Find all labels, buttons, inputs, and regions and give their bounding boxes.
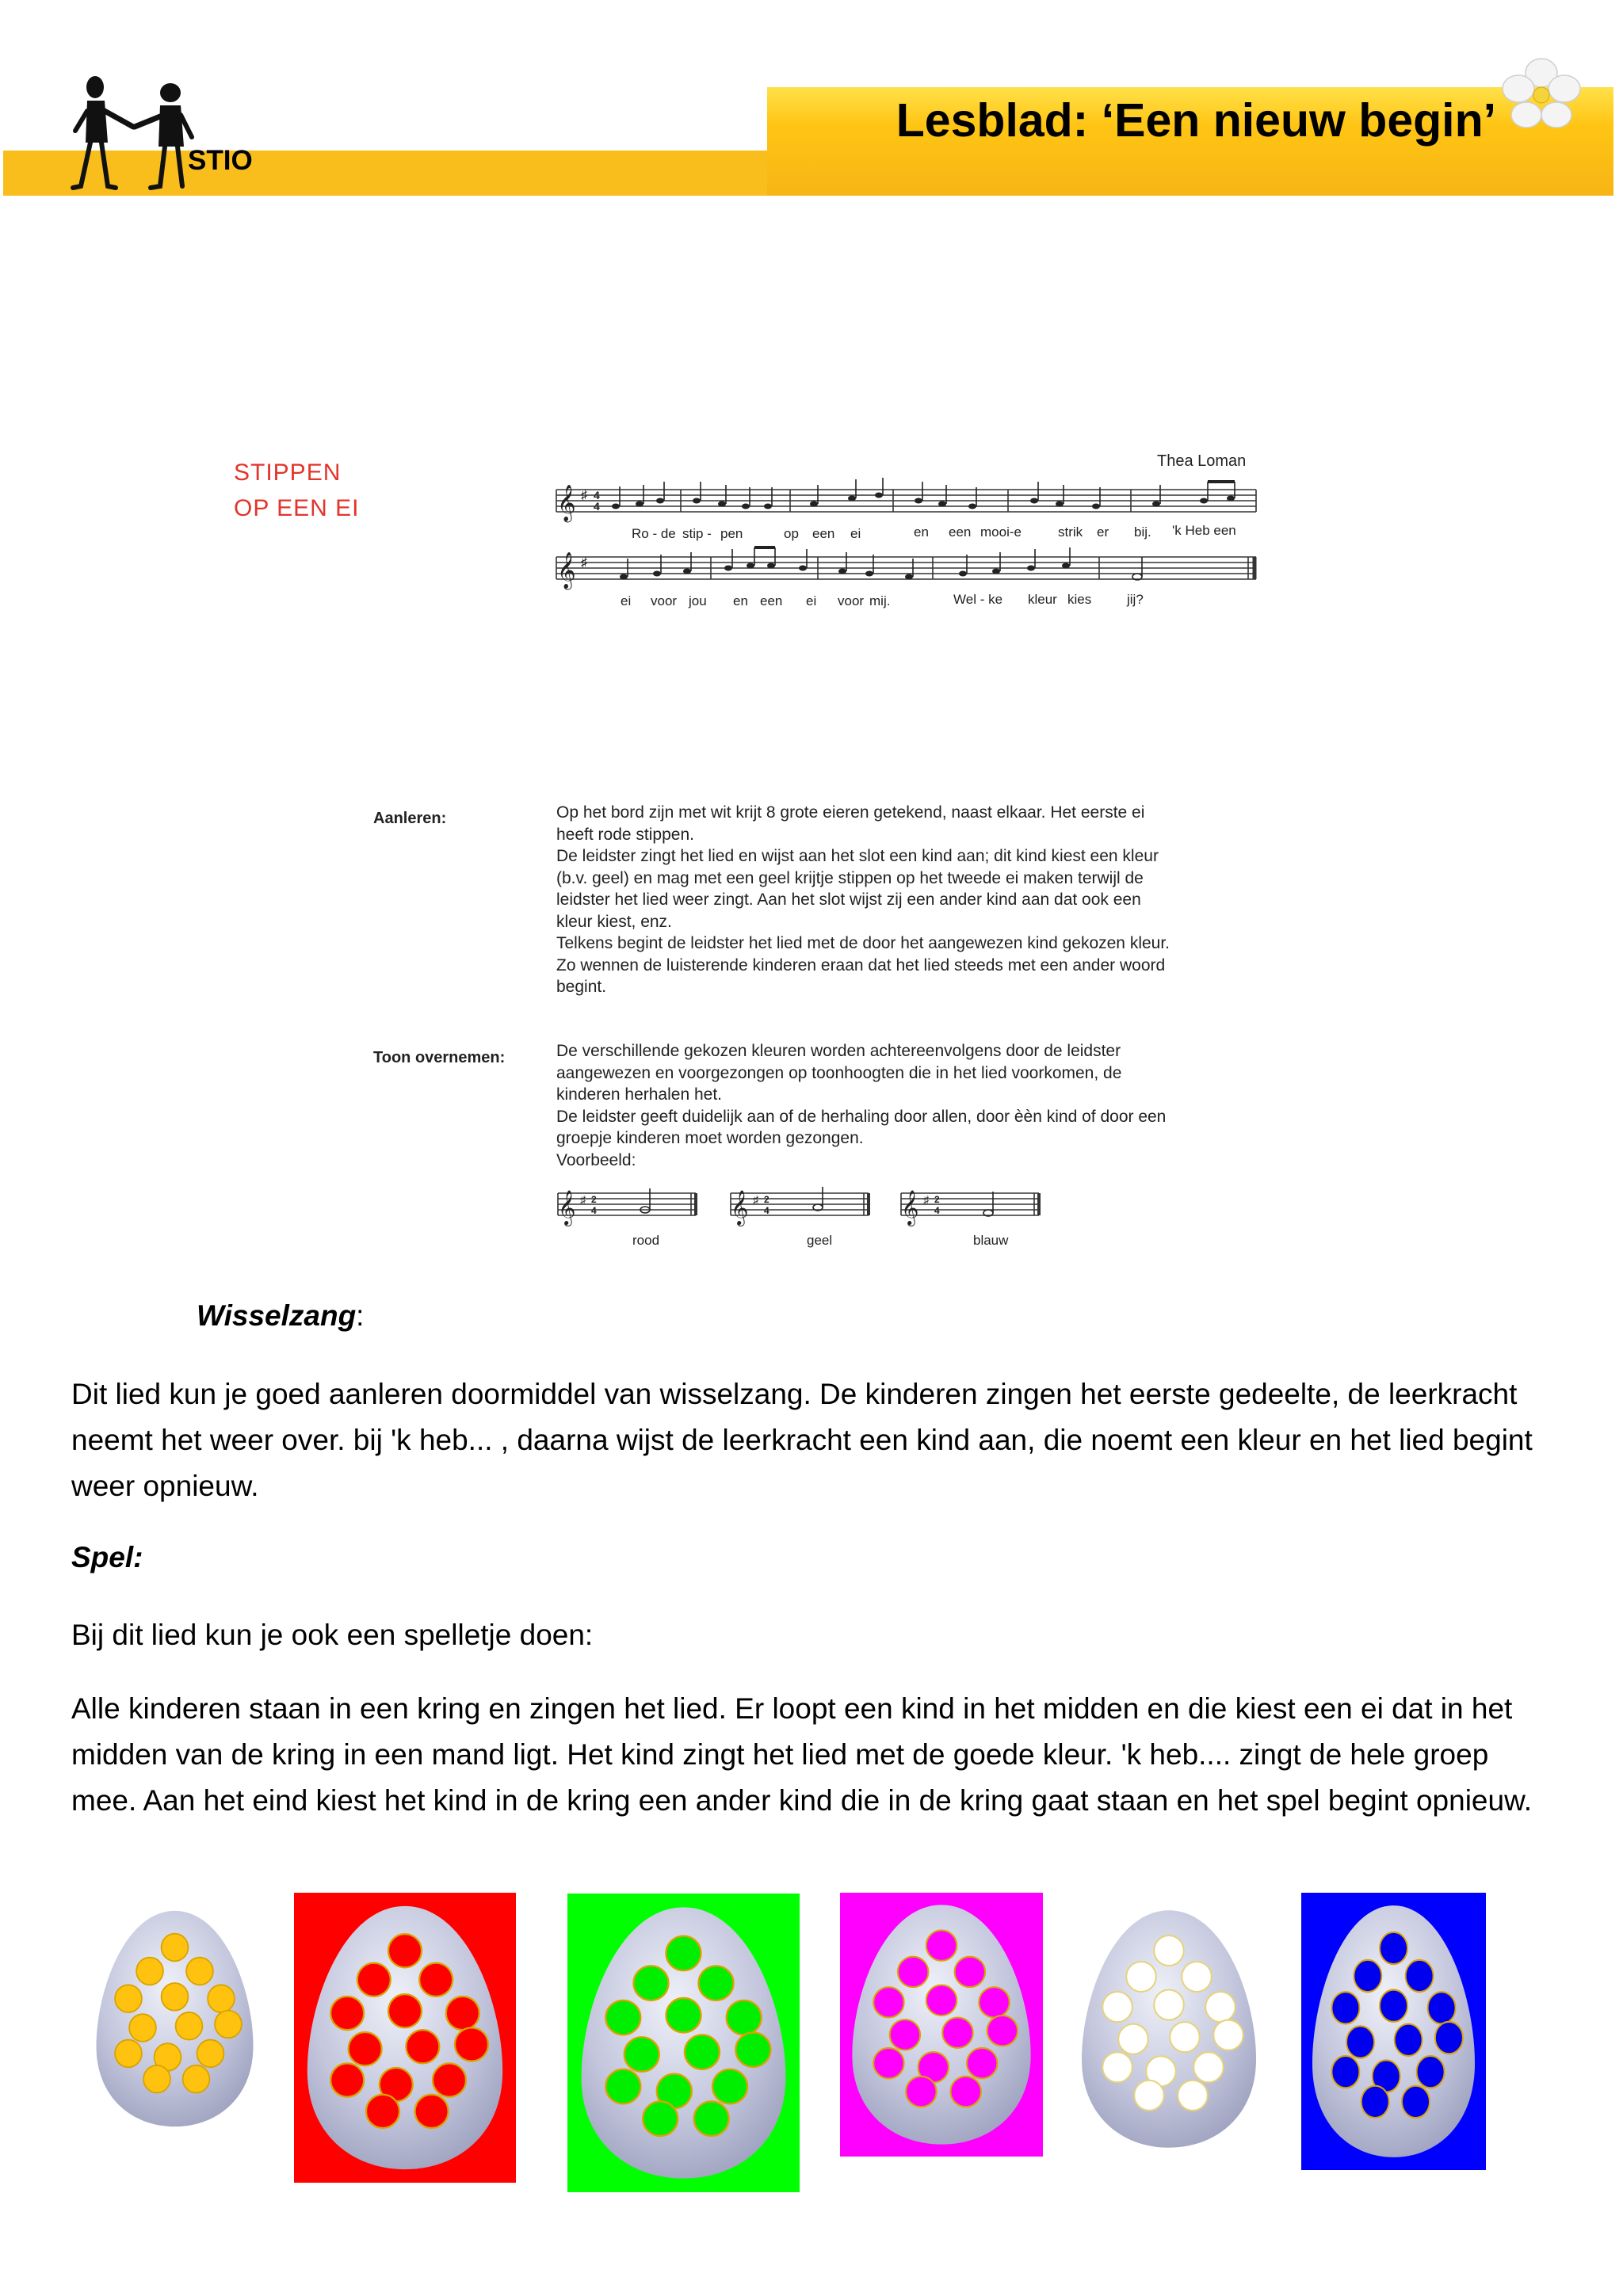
- lyric: mij.: [869, 593, 891, 608]
- aanleren-line: Telkens begint de leidster het lied met de door het aangewezen kind gekozen kleur.: [556, 934, 1170, 952]
- egg-dot: [162, 1983, 189, 2011]
- egg-drawing: [1301, 1893, 1486, 2170]
- lyric: jou: [689, 593, 707, 608]
- egg-dot: [446, 1997, 479, 2030]
- lyric: kies: [1067, 592, 1092, 607]
- egg-dot: [330, 2063, 364, 2096]
- egg-dot: [1134, 2081, 1164, 2111]
- lyric: jij?: [1127, 592, 1144, 607]
- egg-dot: [1361, 2086, 1389, 2118]
- egg-dot: [926, 1930, 957, 1960]
- egg-dot: [873, 2048, 903, 2078]
- egg-dot: [455, 2027, 488, 2061]
- toon-line: Voorbeeld:: [556, 1150, 636, 1169]
- egg-dot: [1154, 1936, 1184, 1966]
- lyric: en: [914, 524, 929, 540]
- egg-dot: [176, 2012, 203, 2040]
- egg-dot: [115, 1985, 142, 2012]
- egg-dot: [1346, 2026, 1374, 2058]
- egg-green: [567, 1894, 800, 2192]
- toon-line: aangewezen en voorgezongen op toonhoogten die in het lied voorkomen, de: [556, 1063, 1122, 1082]
- svg-text:♯: ♯: [580, 1193, 586, 1206]
- egg-dot: [666, 1998, 701, 2033]
- svg-text:♯: ♯: [581, 556, 587, 570]
- music-staff-2: [552, 543, 1259, 614]
- aanleren-line: heeft rode stippen.: [556, 825, 694, 844]
- egg-dot: [685, 2035, 720, 2069]
- svg-text:2: 2: [591, 1194, 597, 1205]
- egg-dot: [162, 1934, 189, 1962]
- egg-drawing: [840, 1893, 1043, 2157]
- song-title-line1: STIPPEN: [234, 460, 342, 486]
- egg-dot: [1331, 2056, 1359, 2088]
- aanleren-line: leidster het lied weer zingt. Aan het slot wijst zij een ander kind aan dat ook een: [556, 891, 1141, 909]
- egg-dot: [605, 2000, 640, 2035]
- aanleren-line: Op het bord zijn met wit krijt 8 grote eieren getekend, naast elkaar. Het eerste ei: [556, 803, 1145, 822]
- lyric: mooi-e: [980, 524, 1022, 540]
- egg-drawing: [294, 1893, 516, 2183]
- spel-paragraph: Alle kinderen staan in een kring en zingen het lied. Er loopt een kind in het midden en die kiest een ei dat in het midden van de kring in een mand ligt. Het kind zingt het lied met de goede kleur. 'k heb.... zingt de hele groep mee. Aan het eind kiest het kind in de kring een ander kind die in de kring gaat staan en het spel begint opnieuw.: [71, 1692, 1533, 1817]
- egg-dot: [1102, 2052, 1132, 2082]
- svg-text:4: 4: [594, 489, 600, 502]
- egg-dot: [979, 1987, 1009, 2017]
- egg-dot: [136, 1958, 163, 1985]
- egg-dot: [1428, 1992, 1456, 2023]
- svg-text:2: 2: [764, 1194, 769, 1205]
- egg-dot: [1126, 1962, 1156, 1992]
- example-label-blauw: blauw: [973, 1233, 1009, 1248]
- egg-drawing: [567, 1894, 800, 2192]
- svg-text:𝄞: 𝄞: [557, 552, 576, 589]
- lyric: voor: [838, 593, 865, 608]
- svg-text:♯: ♯: [923, 1193, 929, 1206]
- aanleren-line: kleur kiest, enz.: [556, 912, 672, 931]
- svg-text:♯: ♯: [753, 1193, 758, 1206]
- staff-notation-2: [552, 543, 1259, 590]
- egg-dot: [735, 2032, 770, 2067]
- egg-dot: [366, 2095, 399, 2128]
- song-composer: Thea Loman: [1157, 452, 1247, 470]
- lyric: op: [784, 526, 799, 541]
- stio-logo: [63, 67, 206, 194]
- egg-dot: [215, 2011, 242, 2039]
- egg-dot: [433, 2063, 466, 2096]
- lyric: strik: [1058, 524, 1083, 540]
- egg-dot: [183, 2065, 210, 2093]
- egg-dot: [1354, 1960, 1381, 1992]
- example-staff-geel: [729, 1182, 872, 1230]
- egg-dot: [1193, 2052, 1224, 2082]
- egg-dot: [666, 1936, 701, 1971]
- wisselzang-heading: [197, 1299, 364, 1333]
- egg-dot: [419, 1963, 453, 1997]
- toon-overnemen-label: Toon overnemen:: [373, 1049, 506, 1066]
- page-title: Lesblad: ‘Een nieuw begin’: [896, 94, 1496, 147]
- spel-intro-paragraph: Bij dit lied kun je ook een spelletje doen:: [71, 1619, 594, 1651]
- egg-dot: [1102, 1992, 1132, 2022]
- wisselzang-paragraph: Dit lied kun je goed aanleren doormiddel van wisselzang. De kinderen zingen het eerste gedeelte, de leerkracht neemt het weer over. bij 'k heb... , daarna wijst de leerkracht een kind aan, die noemt een kleur en het lied begint weer opnieuw.: [71, 1378, 1533, 1502]
- egg-dot: [951, 2077, 981, 2107]
- egg-dot: [906, 2077, 936, 2107]
- egg-dot: [1154, 1990, 1184, 2020]
- egg-dot: [1402, 2086, 1430, 2118]
- svg-text:2: 2: [934, 1194, 940, 1205]
- egg-dot: [955, 1957, 985, 1987]
- egg-drawing: [1070, 1898, 1268, 2160]
- egg-dot: [208, 1985, 235, 2012]
- egg-dot: [987, 2016, 1018, 2046]
- svg-text:4: 4: [934, 1205, 940, 1216]
- egg-dot: [357, 1963, 391, 1997]
- egg-dot: [1331, 1992, 1359, 2023]
- egg-dot: [1213, 2020, 1243, 2050]
- svg-text:4: 4: [591, 1205, 597, 1216]
- toon-line: De leidster geeft duidelijk aan of de herhaling door allen, door èèn kind of door een: [556, 1107, 1167, 1126]
- egg-dot: [388, 1994, 422, 2027]
- svg-text:𝄞: 𝄞: [731, 1190, 749, 1225]
- logo-text: STIO: [188, 145, 253, 176]
- svg-text:4: 4: [764, 1205, 769, 1216]
- egg-dot: [197, 2040, 224, 2068]
- egg-dot: [349, 2032, 382, 2065]
- egg-dot: [1118, 2024, 1148, 2054]
- song-title-line2: OP EEN EI: [234, 495, 360, 521]
- egg-dot: [1417, 2056, 1445, 2088]
- example-staff-rood: [556, 1182, 699, 1230]
- egg-dot: [1395, 2024, 1423, 2056]
- egg-dot: [1435, 2022, 1463, 2054]
- egg-dot: [699, 1966, 734, 2000]
- egg-red: [294, 1893, 516, 2183]
- lyric: stip -: [682, 526, 712, 541]
- egg-dot: [415, 2095, 449, 2128]
- lyric: ei: [850, 526, 861, 541]
- egg-dot: [1205, 1992, 1235, 2022]
- lyric: en: [733, 593, 748, 608]
- egg-blue: [1301, 1893, 1486, 2170]
- egg-dot: [694, 2101, 729, 2136]
- spel-heading: Spel:: [71, 1541, 143, 1573]
- example-staff-blauw: [899, 1182, 1042, 1230]
- egg-dot: [898, 1957, 928, 1987]
- toon-line: kinderen herhalen het.: [556, 1085, 722, 1104]
- egg-dot: [890, 2019, 920, 2050]
- lyric: 'k Heb een: [1172, 523, 1236, 538]
- egg-dot: [1170, 2022, 1200, 2052]
- egg-dot: [388, 1934, 422, 1967]
- aanleren-line: Zo wennen de luisterende kinderen eraan dat het lied steeds met een ander woord: [556, 955, 1166, 974]
- lyric: een: [949, 524, 972, 540]
- aanleren-label: Aanleren:: [373, 810, 447, 827]
- egg-dot: [873, 1987, 903, 2017]
- egg-dot: [1178, 2081, 1208, 2111]
- egg-dot: [926, 1985, 957, 2016]
- toon-line: groepje kinderen moet worden gezongen.: [556, 1129, 864, 1147]
- egg-dot: [643, 2101, 678, 2136]
- wisselzang-colon: :: [356, 1299, 365, 1332]
- svg-text:4: 4: [594, 500, 600, 513]
- egg-magenta: [840, 1893, 1043, 2157]
- egg-dot: [967, 2048, 997, 2078]
- lyric: er: [1097, 524, 1109, 540]
- egg-dot: [942, 2018, 972, 2048]
- egg-dot: [1380, 1932, 1407, 1964]
- egg-dot: [1406, 1960, 1434, 1992]
- toon-overnemen-text: [556, 1040, 1270, 1171]
- svg-text:♯: ♯: [581, 489, 587, 502]
- egg-dot: [624, 2037, 659, 2072]
- egg-white: [1070, 1898, 1268, 2160]
- lyric: een: [760, 593, 783, 608]
- egg-dot: [634, 1966, 669, 2000]
- lyric: voor: [651, 593, 678, 608]
- lyric: kleur: [1028, 592, 1057, 607]
- lyric: pen: [720, 526, 743, 541]
- egg-dot: [605, 2069, 640, 2104]
- egg-dot: [1182, 1962, 1212, 1992]
- wisselzang-heading-text: Wisselzang: [197, 1299, 357, 1332]
- aanleren-line: (b.v. geel) en mag met een geel krijtje stippen op het tweede ei maken terwijl de: [556, 868, 1144, 887]
- example-label-geel: geel: [807, 1233, 833, 1248]
- egg-dot: [186, 1958, 213, 1985]
- lyric: ei: [621, 593, 632, 608]
- egg-dot: [1380, 1990, 1407, 2022]
- egg-dot: [712, 2069, 747, 2104]
- egg-dot: [129, 2014, 156, 2042]
- egg-drawing: [86, 1900, 264, 2138]
- egg-dot: [727, 2000, 762, 2035]
- svg-text:𝄞: 𝄞: [558, 1190, 576, 1225]
- flower-icon: [1498, 55, 1585, 131]
- svg-text:𝄞: 𝄞: [557, 485, 576, 521]
- egg-dot: [330, 1997, 364, 2030]
- lyric: bij.: [1134, 524, 1151, 540]
- aanleren-line: begint.: [556, 978, 607, 996]
- egg-dot: [143, 2065, 170, 2093]
- lyric: Ro - de: [632, 526, 676, 541]
- toon-line: De verschillende gekozen kleuren worden achtereenvolgens door de leidster: [556, 1042, 1121, 1060]
- svg-text:𝄞: 𝄞: [901, 1190, 919, 1225]
- lyric: Wel - ke: [953, 592, 1003, 607]
- music-staff-1: [552, 475, 1259, 547]
- egg-yellow: [86, 1900, 264, 2138]
- staff-notation-1: [552, 475, 1259, 523]
- example-label-rood: rood: [632, 1233, 660, 1248]
- aanleren-text: [556, 802, 1270, 998]
- lyric: ei: [806, 593, 817, 608]
- lyric: een: [812, 526, 835, 541]
- egg-dot: [115, 2040, 142, 2068]
- egg-dot: [406, 2030, 439, 2063]
- aanleren-line: De leidster zingt het lied en wijst aan het slot een kind aan; dit kind kiest een kleur: [556, 847, 1159, 865]
